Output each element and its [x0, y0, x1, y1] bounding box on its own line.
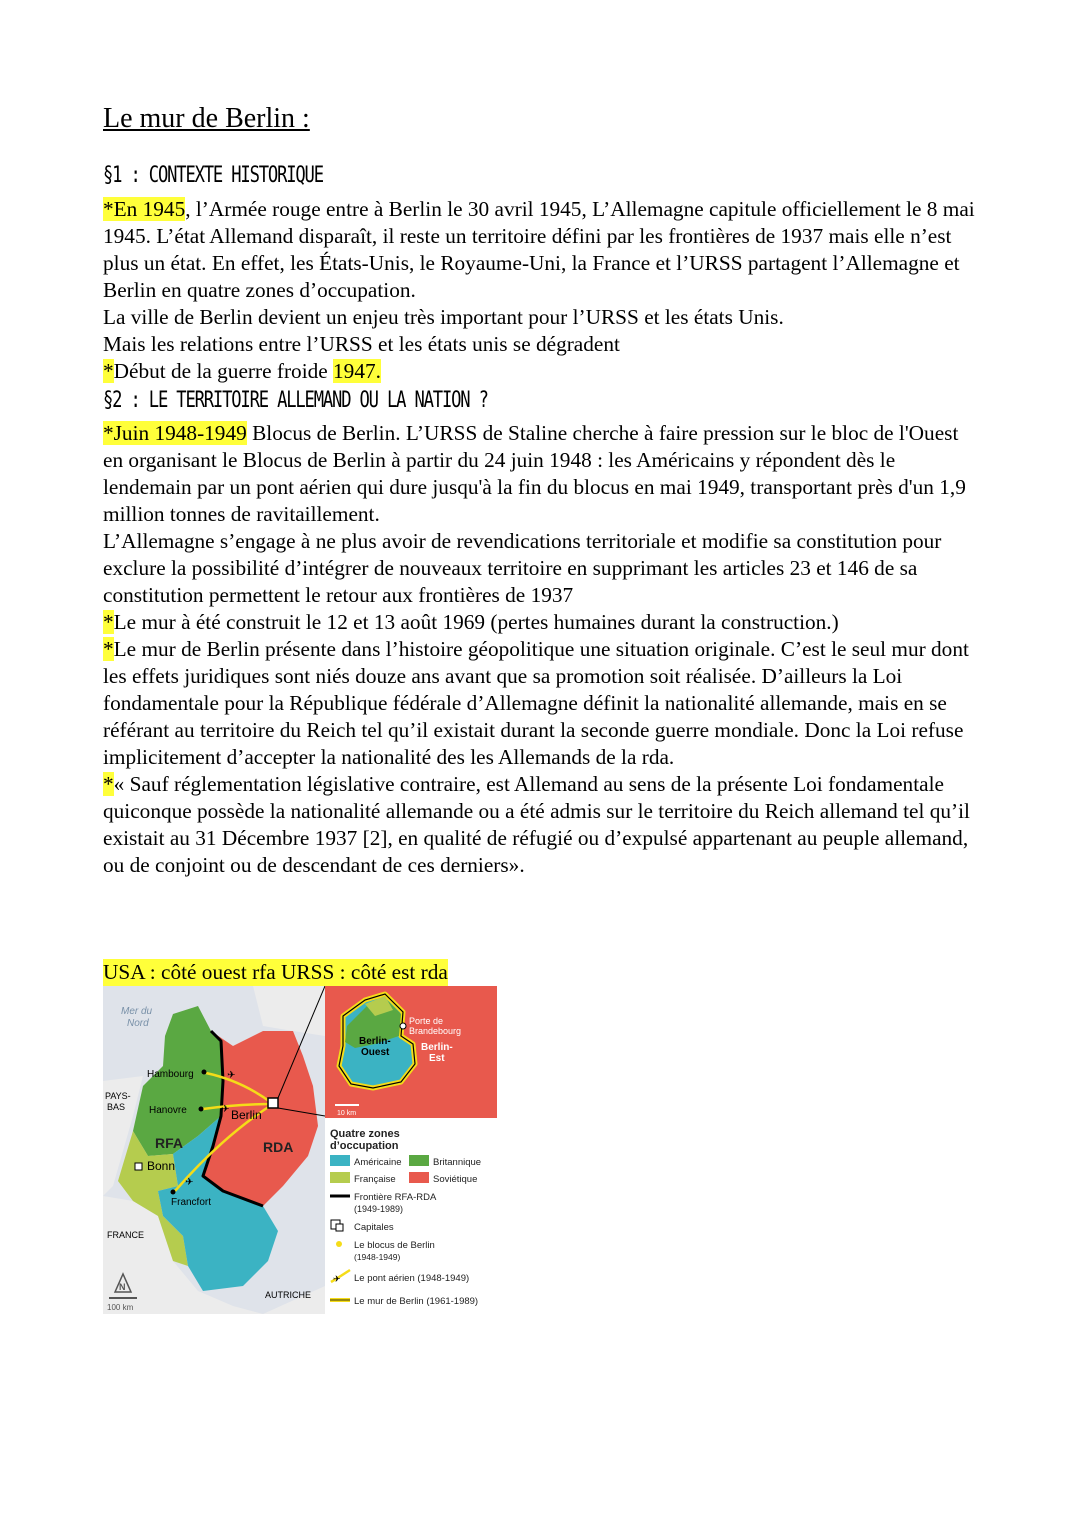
page-title: Le mur de Berlin :: [103, 103, 310, 134]
legend-frontiere: Frontière RFA-RDA: [354, 1192, 437, 1203]
legend-pont: Le pont aérien (1948-1949): [354, 1273, 470, 1284]
legend-frontiere-2: (1949-1989): [354, 1204, 404, 1214]
paragraph-8: [103, 636, 983, 771]
paragraph-text: Début de la guerre froide: [113, 359, 334, 383]
sea-label-2: Nord: [127, 1018, 149, 1029]
legend-francaise: Française: [354, 1174, 396, 1185]
star-highlight: *: [103, 359, 114, 383]
label-hambourg: Hambourg: [147, 1069, 194, 1080]
star-highlight: *: [103, 637, 114, 661]
label-paysbas: PAYS-: [105, 1091, 131, 1101]
paragraph-text: Le mur à été construit le 12 et 13 août 1969 (pertes humaines durant la construction.): [113, 610, 839, 634]
section-1-body: [103, 196, 983, 385]
star-highlight: *: [103, 772, 114, 796]
paragraph-text: , l’Armée rouge entre à Berlin le 30 avril 1945, L’Allemagne capitule officiellement le 8 mai 1945. L’état Allemand disparaît, il reste un territoire défini par les frontières de 1937 mais elle n’est plus un état. En effet, les États-Unis, le Royaume-Uni, la France et l’URSS partagent l’Allemagne et Berlin en quatre zones d’occupation.: [103, 197, 975, 302]
legend-swatch-francaise: [330, 1172, 350, 1183]
paragraph-7: [103, 609, 983, 636]
label-paysbas-2: BAS: [107, 1102, 126, 1112]
paragraph-6: L’Allemagne s’engage à ne plus avoir de revendications territoriale et modifie sa constitution pour exclure la possibilité d’intégrer de nouveaux territoire en supprimant les articles 23 et 146 de sa constitution permettent le retour aux frontières de 1937: [103, 529, 942, 607]
star-highlight: *: [103, 610, 114, 634]
date-highlight: *Juin 1948-1949: [103, 421, 247, 445]
paragraph-5: [103, 420, 983, 528]
year-highlight: 1947.: [333, 359, 381, 383]
label-bonn: Bonn: [147, 1159, 176, 1173]
section-heading-1: §1 : CONTEXTE HISTORIQUE: [103, 163, 323, 188]
legend-title: Quatre zones: [330, 1128, 400, 1140]
legend-capital-icon-2: [336, 1224, 343, 1231]
legend-swatch-americaine: [330, 1155, 350, 1166]
paragraph-2: La ville de Berlin devient un enjeu très important pour l’URSS et les états Unis.: [103, 305, 784, 329]
label-francfort: Francfort: [171, 1197, 212, 1208]
germany-occupation-map: [103, 986, 497, 1314]
scale-label: 100 km: [107, 1303, 134, 1312]
label-rfa: RFA: [155, 1135, 183, 1151]
paragraph-text: Le mur de Berlin présente dans l’histoire géopolitique une situation originale. C’est le seul mur dont les effets juridiques sont niés douze ans avant que sa promotion soit réalisée. D’ailleurs la Loi fondamentale pour la République fédérale d’Allemagne définit la nationalité allemande, mais en se référant au territoire du Reich tel qu’il existait durant la seconde guerre mondiale. Donc la Loi refuse implicitement d’accepter la nationalité des les Allemands de la rda.: [103, 637, 969, 769]
inset-ouest: Berlin-: [359, 1036, 391, 1047]
inset-ouest-2: Ouest: [361, 1047, 390, 1058]
section-2-body: [103, 420, 983, 879]
city-dot-hanovre: [199, 1107, 204, 1112]
plane-icon: ✈: [185, 1177, 194, 1188]
label-france: FRANCE: [107, 1230, 145, 1240]
legend-swatch-britannique: [409, 1155, 429, 1166]
legend-title-2: d’occupation: [330, 1140, 399, 1152]
sea-label: Mer du: [121, 1006, 153, 1017]
inset-porte: Porte de: [409, 1016, 444, 1026]
legend-sovietique: Soviétique: [433, 1174, 478, 1185]
plane-icon: ✈: [227, 1070, 236, 1081]
legend-blocus-icon: [336, 1241, 342, 1247]
inset-scale-label: 10 km: [337, 1110, 357, 1117]
city-dot-francfort: [171, 1190, 176, 1195]
paragraph-text: Blocus de Berlin. L’URSS de Staline cherche à faire pression sur le bloc de l'Ouest en organisant le Blocus de Berlin à partir du 24 juin 1948 : les Américains y répondent dès le lendemain par un pont aérien qui dure jusqu'à la fin du blocus en mai 1949, transportant près d'un 1,9 million tonnes de ravitaillement.: [103, 421, 966, 526]
capital-bonn-icon: [135, 1163, 142, 1170]
legend-plane-icon: ✈: [333, 1274, 341, 1284]
paragraph-text: « Sauf réglementation législative contraire, est Allemand au sens de la présente Loi fondamentale quiconque possède la nationalité allemande ou a été admis sur le territoire du Reich allemand tel qu’il existait au 31 Décembre 1937 [2], en qualité de réfugié ou d’expulsé appartenant au peuple allemand, ou de conjoint ou de descendant de ces derniers».: [103, 772, 970, 877]
paragraph-3: Mais les relations entre l’URSS et les états unis se dégradent: [103, 332, 620, 356]
legend-mur: Le mur de Berlin (1961-1989): [354, 1296, 479, 1307]
legend-swatch-sovietique: [409, 1172, 429, 1183]
city-dot-hambourg: [202, 1070, 207, 1075]
label-autriche: AUTRICHE: [265, 1290, 312, 1300]
label-hanovre: Hanovre: [149, 1105, 187, 1116]
paragraph-4: [103, 358, 983, 385]
legend-britannique: Britannique: [433, 1157, 482, 1168]
capital-berlin-icon: [268, 1098, 278, 1108]
porte-icon: [400, 1023, 406, 1029]
label-rda: RDA: [263, 1139, 294, 1155]
section-heading-2: §2 : LE TERRITOIRE ALLEMAND OU LA NATION ?: [103, 388, 488, 413]
inset-est-2: Est: [429, 1053, 445, 1064]
label-berlin: Berlin: [231, 1108, 262, 1122]
legend-blocus-2: (1948-1949): [354, 1252, 401, 1262]
legend-blocus: Le blocus de Berlin: [354, 1240, 435, 1251]
date-highlight: *En 1945: [103, 197, 186, 221]
inset-porte-2: Brandebourg: [409, 1026, 462, 1036]
plane-icon: ✈: [221, 1104, 230, 1115]
north-label: N: [119, 1282, 126, 1292]
inset-est: Berlin-: [421, 1042, 453, 1053]
legend-capitales: Capitales: [354, 1222, 394, 1233]
map-caption: USA : côté ouest rfa URSS : côté est rda: [103, 960, 448, 984]
legend-americaine: Américaine: [354, 1157, 402, 1168]
paragraph-9: [103, 771, 983, 879]
paragraph-1: [103, 196, 983, 304]
